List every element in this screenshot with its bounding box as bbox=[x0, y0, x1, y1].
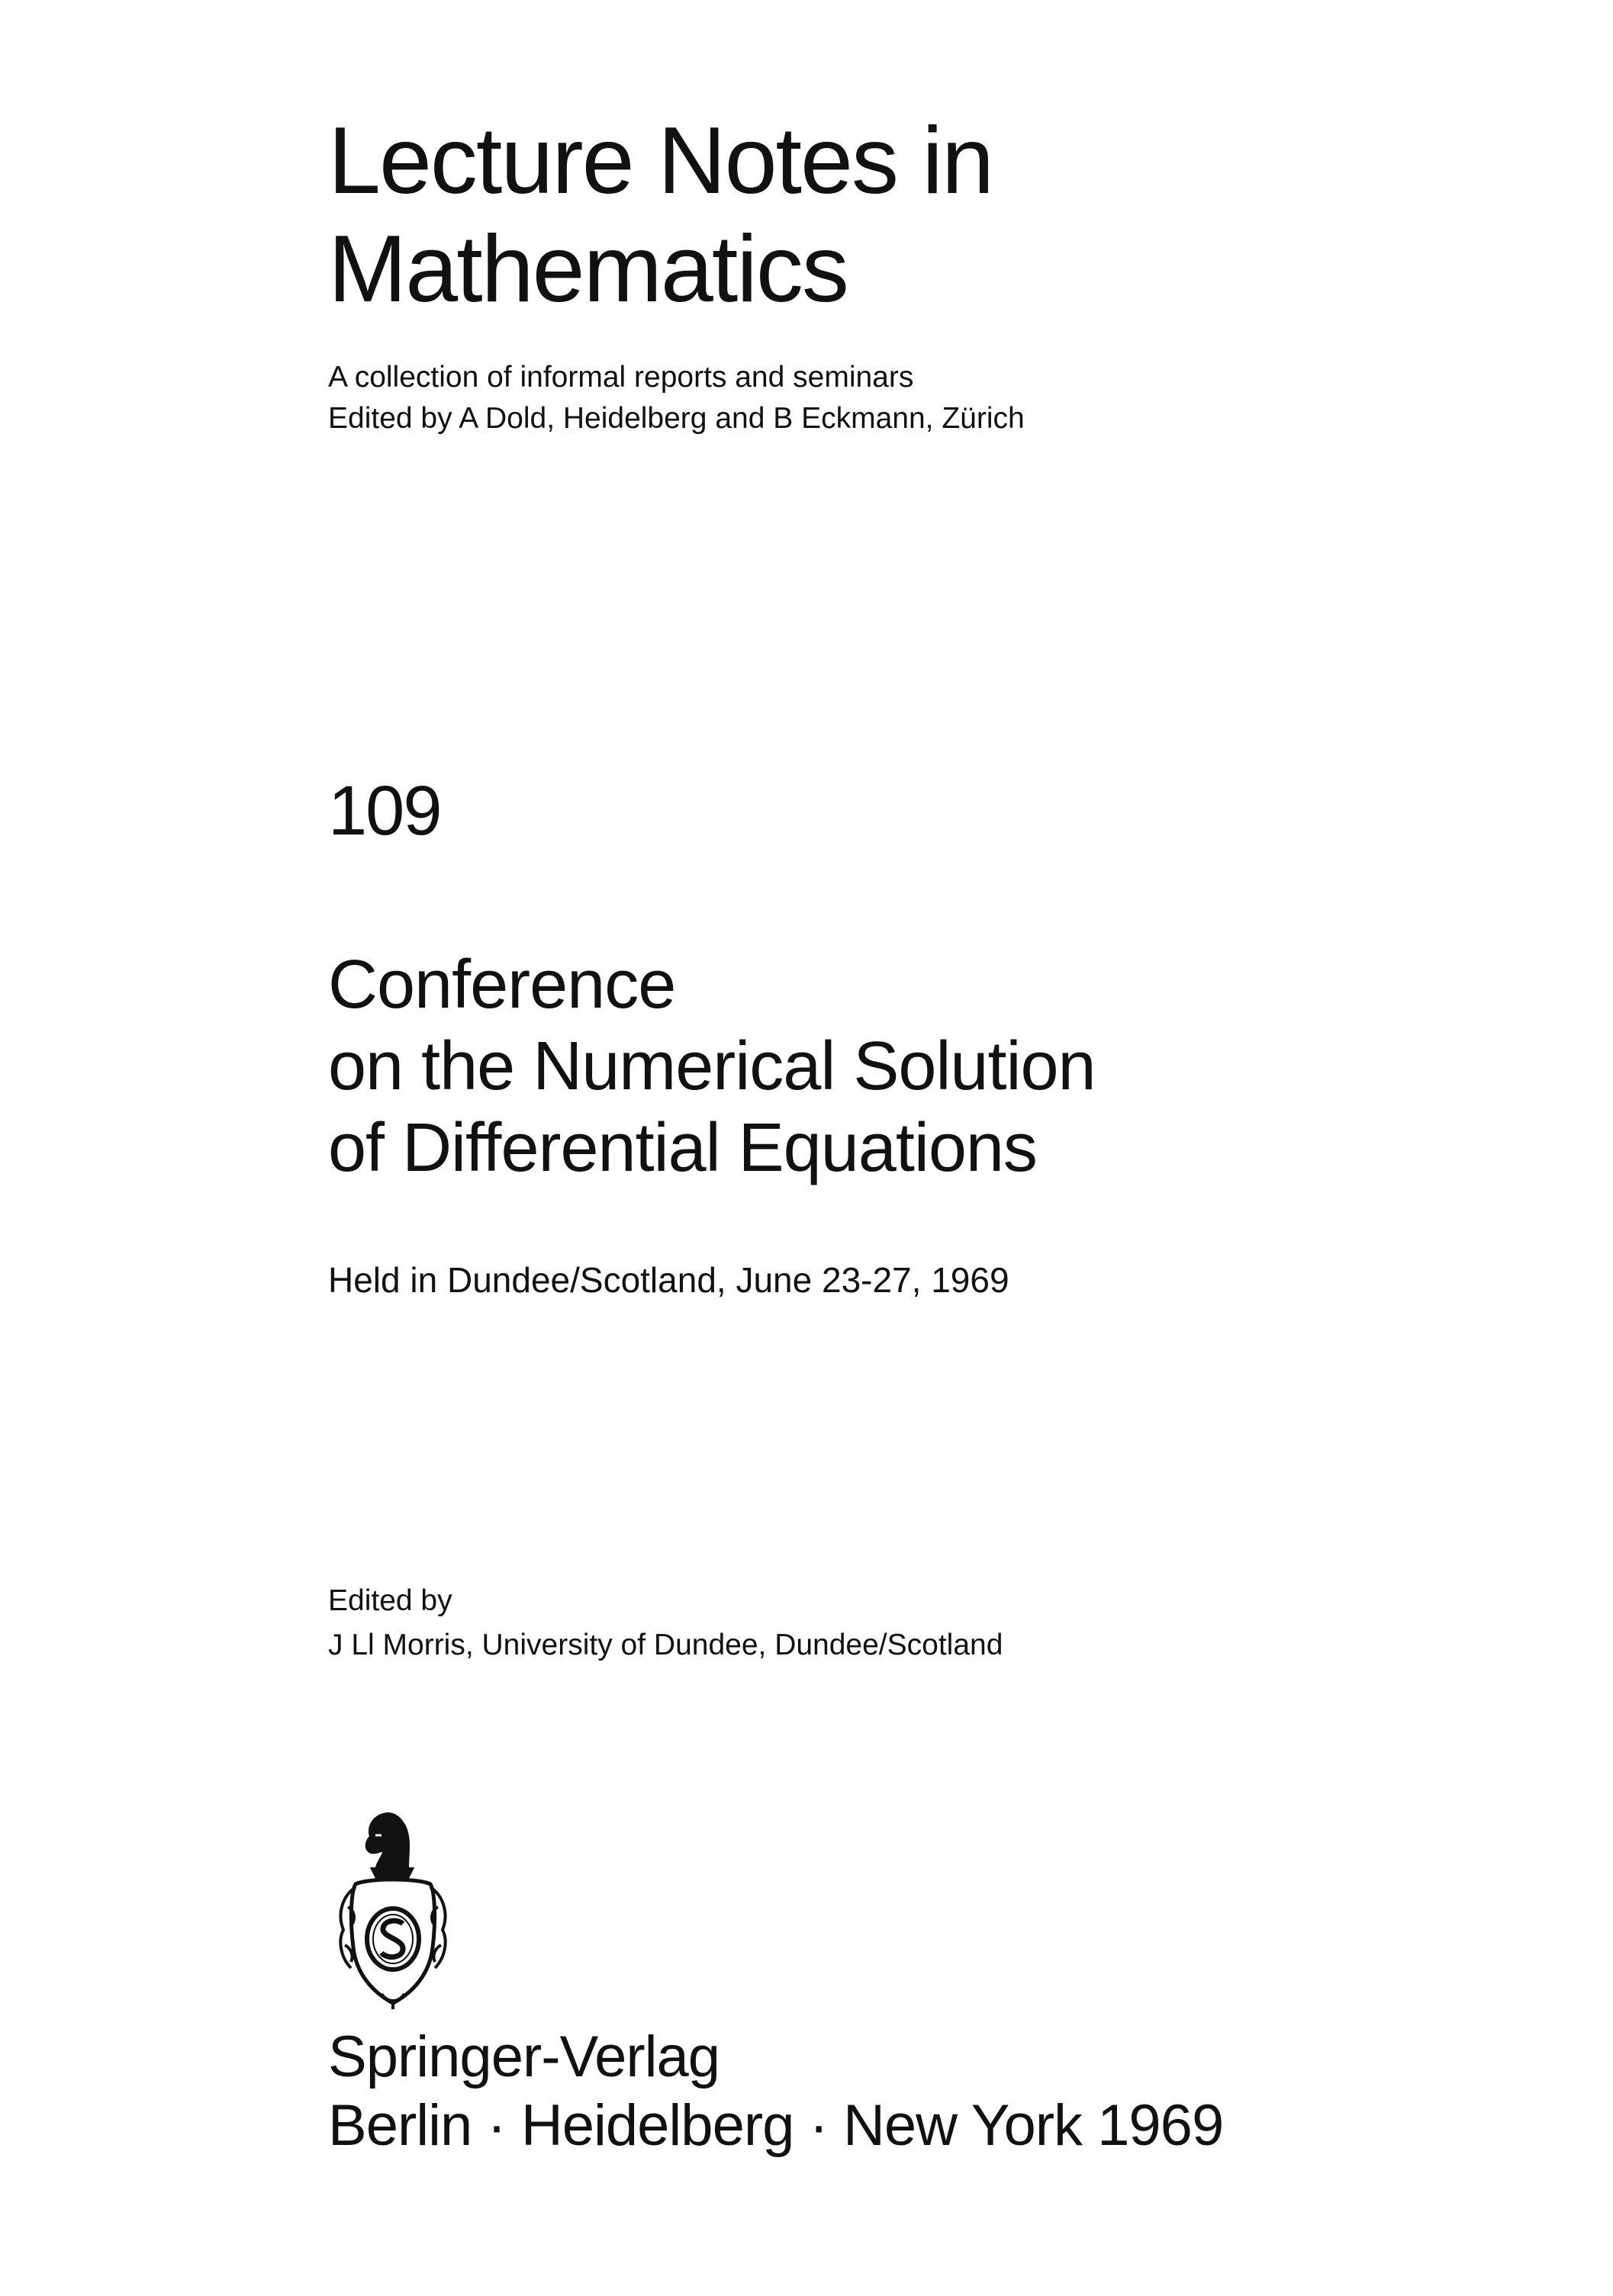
series-subtitle: A collection of informal reports and seminars bbox=[328, 361, 914, 394]
publisher-block bbox=[328, 2023, 1223, 2160]
series-title-line-2: Mathematics bbox=[328, 217, 848, 322]
series-title bbox=[328, 107, 993, 323]
book-editors-block bbox=[328, 1579, 1003, 1667]
series-subtitle-block bbox=[328, 357, 1025, 439]
book-title-line-1: Conference bbox=[328, 947, 676, 1023]
book-title-line-2: on the Numerical Solution bbox=[328, 1028, 1096, 1105]
springer-knight-logo-icon bbox=[328, 1808, 458, 2010]
conference-location-date: Held in Dundee/Scotland, June 23-27, 1969 bbox=[328, 1260, 1009, 1300]
book-editors-label: Edited by bbox=[328, 1584, 452, 1617]
book-editors-name: J Ll Morris, University of Dundee, Dundee/Scotland bbox=[328, 1629, 1003, 1661]
volume-number: 109 bbox=[328, 772, 441, 850]
publisher-name: Springer-Verlag bbox=[328, 2024, 720, 2089]
series-title-line-1: Lecture Notes in bbox=[328, 108, 993, 214]
book-title-line-3: of Differential Equations bbox=[328, 1110, 1037, 1186]
series-editors: Edited by A Dold, Heidelberg and B Eckmann, Zürich bbox=[328, 402, 1025, 435]
book-title bbox=[328, 944, 1096, 1189]
publisher-cities: Berlin · Heidelberg · New York 1969 bbox=[328, 2093, 1224, 2158]
